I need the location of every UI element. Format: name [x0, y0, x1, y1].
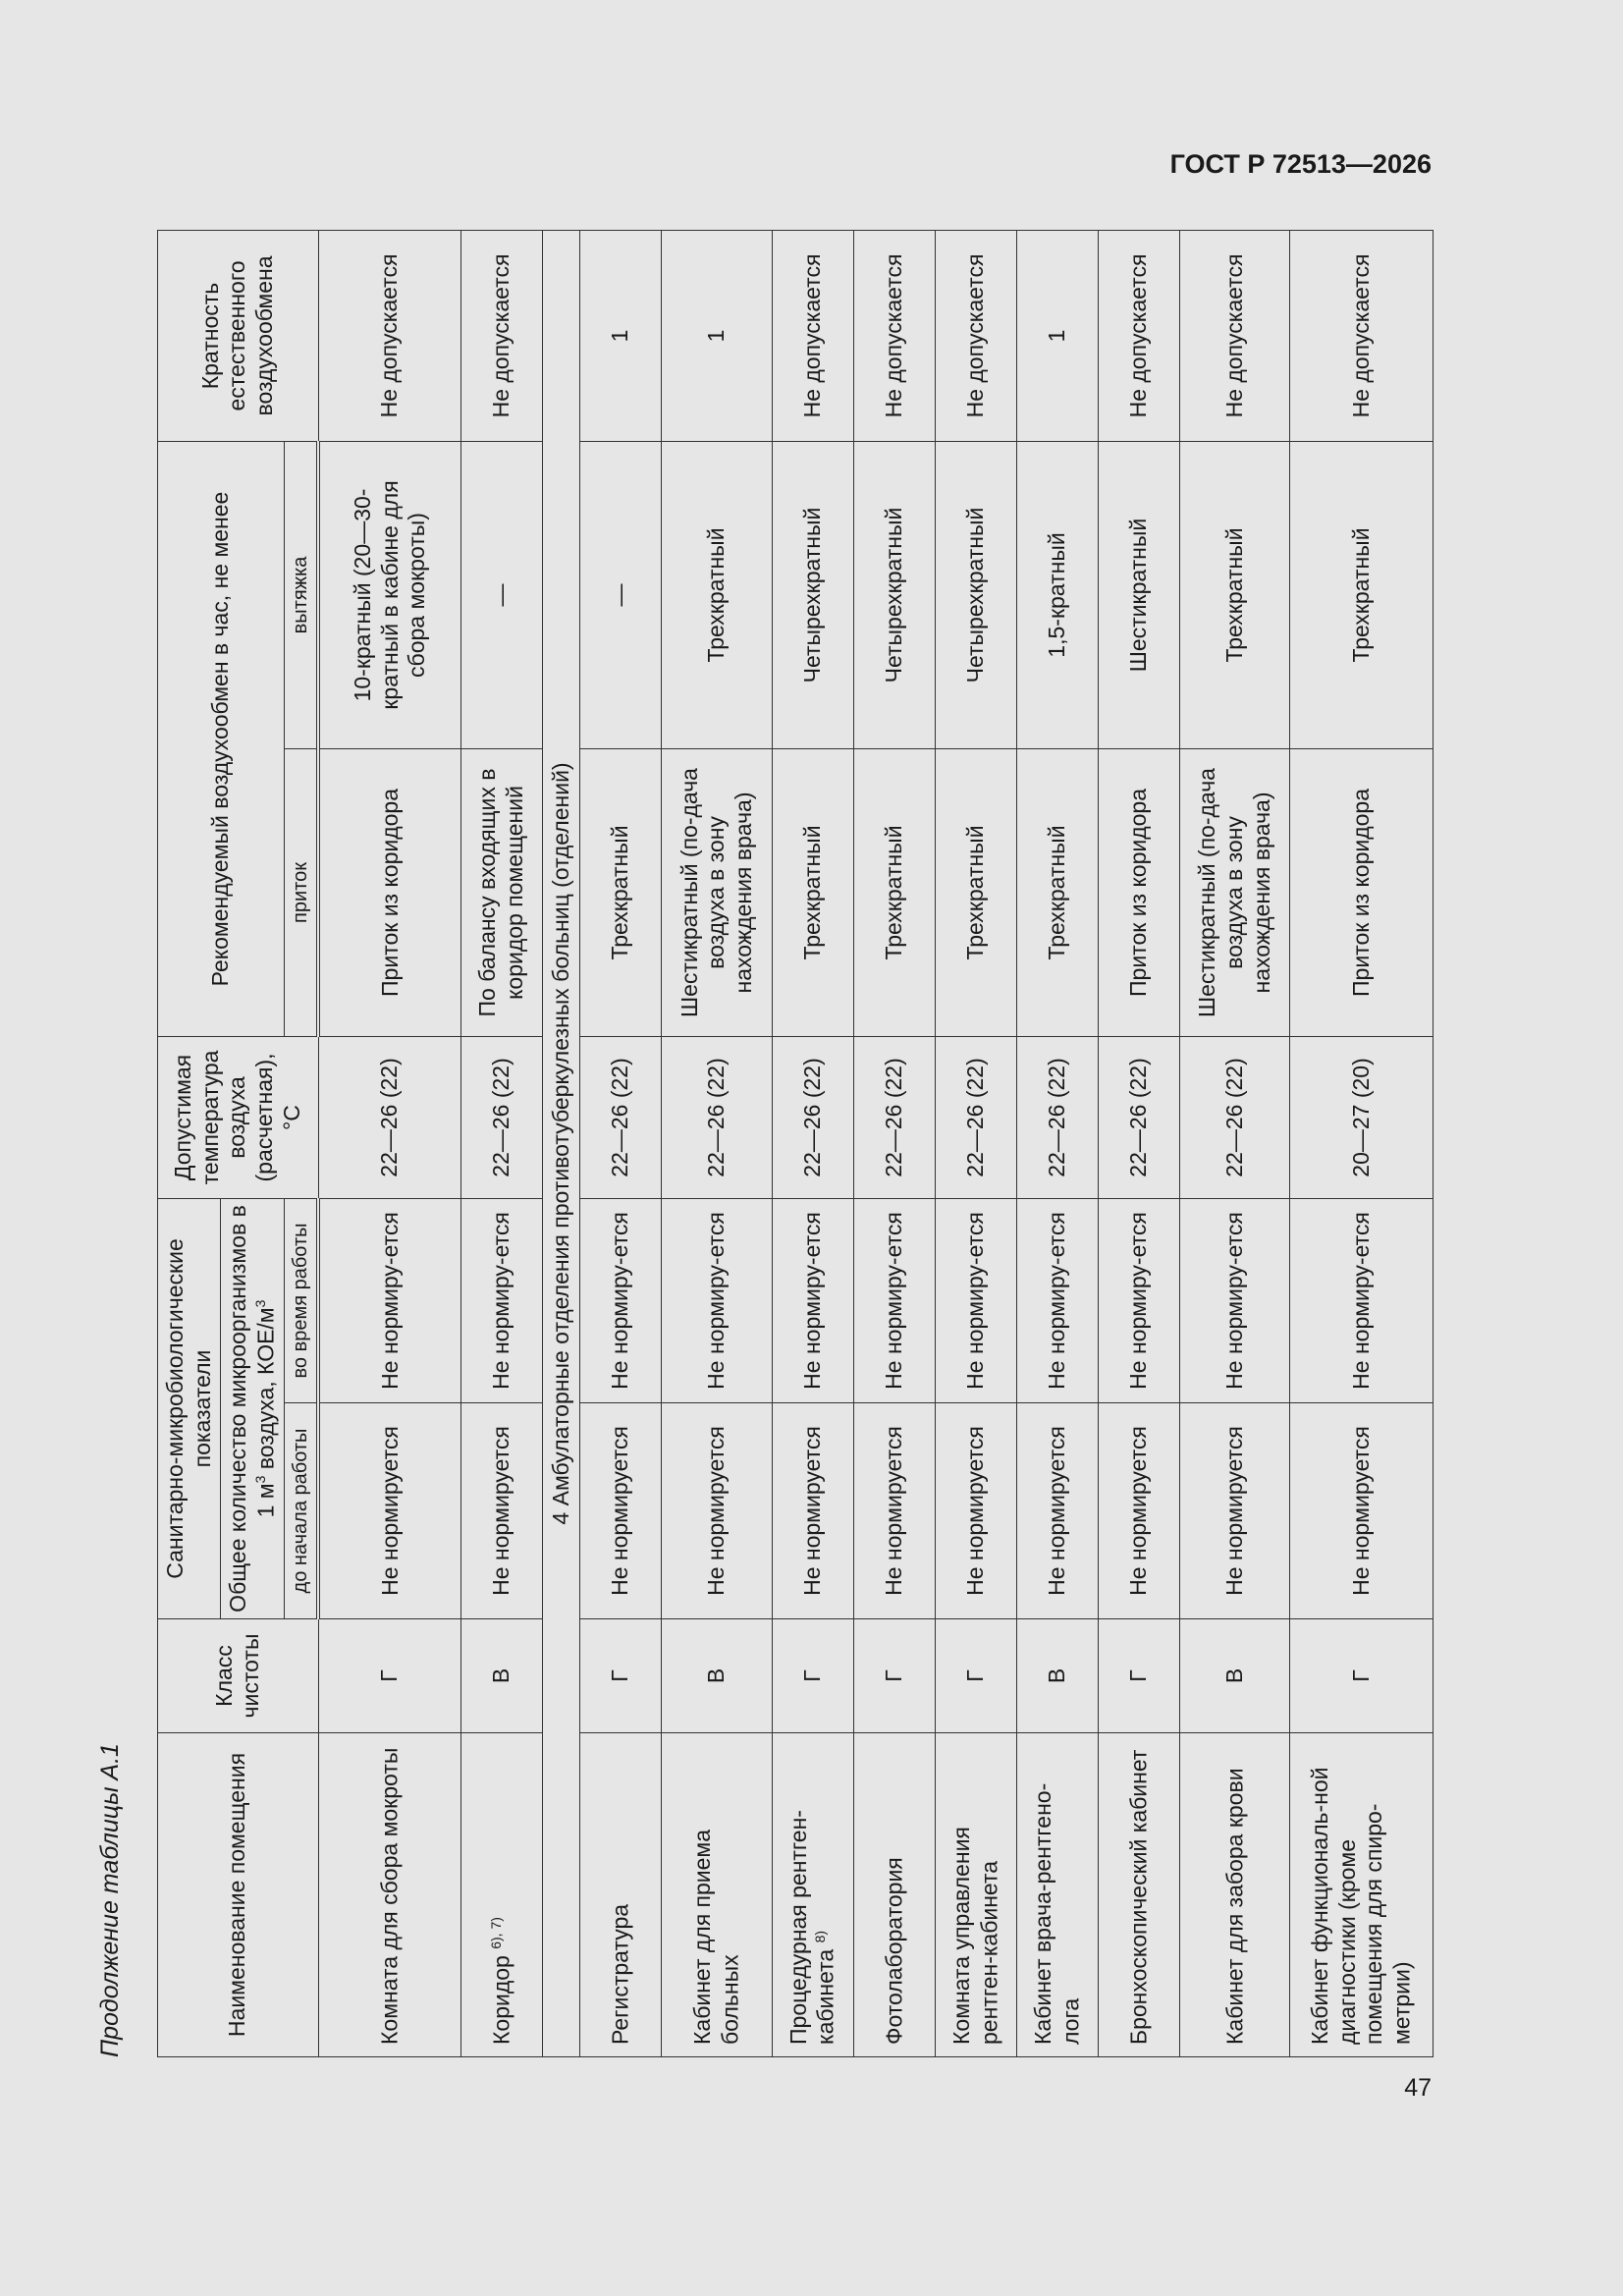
- cell-natural: [1180, 230, 1290, 441]
- cell-name: [935, 1733, 1016, 2057]
- cell-inflow-text: Трехкратный: [607, 825, 633, 960]
- cell-name: [318, 1733, 460, 2057]
- cell-name-text: Бронхоскопический кабинет: [1125, 1749, 1152, 2045]
- cell-natural-text: Не допускается: [488, 253, 514, 418]
- cell-class: [318, 1619, 460, 1733]
- table-body-top: [318, 230, 543, 2056]
- cell-natural: [580, 230, 662, 441]
- cell-exhaust-text: —: [488, 583, 514, 607]
- cell-exhaust: [1180, 441, 1290, 748]
- cell-temp: [772, 1036, 853, 1198]
- table-row: [318, 230, 460, 2056]
- cell-during-text: Не нормиру-ется: [376, 1212, 403, 1390]
- cell-class: [772, 1619, 853, 1733]
- cell-exhaust-text: Трехкратный: [1221, 527, 1248, 663]
- header-temp: Допустимая температура воздуха (расчетная), °С: [158, 1036, 319, 1198]
- table-row: [1099, 230, 1180, 2056]
- cell-exhaust: [772, 441, 853, 748]
- cell-exhaust: [1290, 441, 1434, 748]
- cell-class: [1016, 1619, 1098, 1733]
- cell-before: [772, 1403, 853, 1619]
- header-micro-total: [221, 1198, 285, 1618]
- cell-name: [580, 1733, 662, 2057]
- table-row: [580, 230, 662, 2056]
- cell-during: [580, 1198, 662, 1402]
- cell-temp-text: 20—27 (20): [1347, 1058, 1374, 1177]
- cell-name: [1016, 1733, 1098, 2057]
- cell-before: [1290, 1403, 1434, 1619]
- cell-during-text: Не нормиру-ется: [1125, 1212, 1152, 1390]
- cell-natural: [461, 230, 543, 441]
- cell-temp: [1290, 1036, 1434, 1198]
- cell-before-text: Не нормируется: [880, 1426, 906, 1596]
- footnote-ref: 8): [812, 1930, 829, 1943]
- cell-natural: [318, 230, 460, 441]
- cell-temp: [662, 1036, 772, 1198]
- cell-exhaust-text: Шестикратный: [1125, 518, 1152, 673]
- cell-inflow-text: По балансу входящих в коридор помещений: [474, 768, 528, 1017]
- cell-natural: [1290, 230, 1434, 441]
- cell-temp: [1099, 1036, 1180, 1198]
- cell-class-text: Г: [1347, 1669, 1374, 1682]
- cell-temp-text: 22—26 (22): [962, 1058, 989, 1177]
- cell-inflow: [580, 748, 662, 1036]
- cell-before-text: Не нормируется: [1044, 1426, 1070, 1596]
- cell-natural: [1016, 230, 1098, 441]
- cell-name-text: Кабинет для забора крови: [1221, 1768, 1248, 2045]
- cell-inflow: [935, 748, 1016, 1036]
- cell-exhaust: [318, 441, 460, 748]
- ventilation-table: [157, 230, 1434, 2057]
- cell-before: [461, 1403, 543, 1619]
- cell-inflow-text: Трехкратный: [880, 825, 906, 960]
- cell-name-text: Регистратура: [607, 1903, 633, 2045]
- cell-inflow: [853, 748, 935, 1036]
- cell-temp: [1016, 1036, 1098, 1198]
- table-row: [662, 230, 772, 2056]
- cell-during-text: Не нормиру-ется: [962, 1212, 989, 1390]
- cell-during: [662, 1198, 772, 1402]
- cell-exhaust: [662, 441, 772, 748]
- cell-inflow-text: Шестикратный (по-дача воздуха в зону нахождения врача): [1194, 768, 1274, 1017]
- table-row: [1290, 230, 1434, 2056]
- cell-class: [853, 1619, 935, 1733]
- cell-natural-text: 1: [1044, 329, 1070, 343]
- cell-class: [1290, 1619, 1434, 1733]
- cell-before: [853, 1403, 935, 1619]
- cell-inflow: [772, 748, 853, 1036]
- cell-inflow: [662, 748, 772, 1036]
- cell-name-text: Кабинет врача-рентгено-лога: [1030, 1782, 1084, 2045]
- cell-name: [772, 1733, 853, 2057]
- section-row: [543, 230, 580, 2056]
- cell-name: [1180, 1733, 1290, 2057]
- section-title: 4 Амбулаторные отделения противотуберкулезных больниц (отделений): [543, 230, 580, 2056]
- cell-temp-text: 22—26 (22): [798, 1058, 825, 1177]
- cell-exhaust-text: Четырехкратный: [798, 507, 825, 683]
- rotated-table-block: [96, 231, 1434, 2057]
- header-row-1: [158, 230, 221, 2056]
- micro-total-pre: Общее количество микроорганизмов в 1 м: [225, 1205, 279, 1613]
- cell-during: [772, 1198, 853, 1402]
- cell-natural-text: 1: [607, 329, 633, 343]
- cell-natural-text: Не допускается: [1347, 253, 1374, 418]
- cell-temp: [461, 1036, 543, 1198]
- cell-before: [662, 1403, 772, 1619]
- table-caption: Продолжение таблицы А.1: [96, 1743, 124, 2057]
- header-inflow: приток: [285, 748, 319, 1036]
- cell-temp-text: 22—26 (22): [880, 1058, 906, 1177]
- cell-name: [1099, 1733, 1180, 2057]
- cell-exhaust-text: —: [607, 583, 633, 607]
- micro-total-mid: воздуха, КОЕ/м: [252, 1307, 279, 1476]
- cell-inflow-text: Приток из коридора: [1347, 788, 1374, 997]
- cell-during-text: Не нормиру-ется: [1347, 1212, 1374, 1390]
- cell-temp: [935, 1036, 1016, 1198]
- cell-exhaust: [935, 441, 1016, 748]
- cell-inflow-text: Приток из коридора: [376, 788, 403, 997]
- cell-before-text: Не нормируется: [962, 1426, 989, 1596]
- cell-during: [1290, 1198, 1434, 1402]
- cell-before-text: Не нормируется: [607, 1426, 633, 1596]
- header-natural: Кратность естественного воздухообмена: [158, 230, 319, 441]
- cell-name-text: Кабинет функциональ-ной диагностики (кроме помещения для спиро-метрии): [1307, 1767, 1415, 2045]
- header-air: Рекомендуемый воздухообмен в час, не менее: [158, 441, 285, 1036]
- cell-natural-text: Не допускается: [798, 253, 825, 418]
- cell-before: [580, 1403, 662, 1619]
- cell-name-text: Коридор: [488, 1955, 514, 2045]
- table-row: [1016, 230, 1098, 2056]
- cell-natural: [935, 230, 1016, 441]
- cell-inflow-text: Трехкратный: [1044, 825, 1070, 960]
- cell-exhaust: [580, 441, 662, 748]
- cell-natural-text: 1: [703, 329, 730, 343]
- document-header: ГОСТ Р 72513—2026: [1169, 149, 1432, 179]
- cell-temp-text: 22—26 (22): [1044, 1058, 1070, 1177]
- cell-exhaust-text: Трехкратный: [1347, 527, 1374, 663]
- cell-before-text: Не нормируется: [1125, 1426, 1152, 1596]
- cell-inflow: [1016, 748, 1098, 1036]
- header-during: во время работы: [285, 1198, 319, 1402]
- table-row: [935, 230, 1016, 2056]
- header-class: Класс чистоты: [158, 1619, 319, 1733]
- cell-natural: [1099, 230, 1180, 441]
- cell-temp: [318, 1036, 460, 1198]
- cell-name: [1290, 1733, 1434, 2057]
- cell-exhaust-text: Четырехкратный: [962, 507, 989, 683]
- cell-class-text: Г: [1125, 1669, 1152, 1682]
- cell-during-text: Не нормиру-ется: [798, 1212, 825, 1390]
- cell-temp-text: 22—26 (22): [375, 1058, 402, 1177]
- cell-name-text: Процедурная рентген-кабинета: [784, 1810, 839, 2045]
- cell-exhaust: [1016, 441, 1098, 748]
- cell-name: [461, 1733, 543, 2057]
- cell-class-text: В: [1044, 1667, 1070, 1684]
- cell-temp-text: 22—26 (22): [1221, 1058, 1248, 1177]
- table-row: [772, 230, 853, 2056]
- cell-exhaust: [853, 441, 935, 748]
- cell-exhaust-text: Четырехкратный: [880, 507, 906, 683]
- cell-during: [461, 1198, 543, 1402]
- cell-inflow: [461, 748, 543, 1036]
- cell-class-text: Г: [962, 1669, 989, 1682]
- cell-inflow-text: Трехкратный: [962, 825, 989, 960]
- micro-total-sup-2: 3: [251, 1299, 268, 1308]
- cell-during: [935, 1198, 1016, 1402]
- cell-temp-text: 22—26 (22): [1125, 1058, 1152, 1177]
- cell-natural-text: Не допускается: [1125, 253, 1152, 418]
- cell-name-text: Кабинет для приема больных: [689, 1829, 743, 2045]
- header-before: до начала работы: [285, 1403, 319, 1619]
- cell-natural-text: Не допускается: [1221, 253, 1248, 418]
- cell-before-text: Не нормируется: [1221, 1426, 1248, 1596]
- cell-natural: [853, 230, 935, 441]
- cell-temp-text: 22—26 (22): [703, 1058, 730, 1177]
- cell-exhaust-text: Трехкратный: [703, 527, 730, 663]
- cell-inflow-text: Трехкратный: [798, 825, 825, 960]
- table-body-bottom: [580, 230, 1434, 2056]
- cell-natural: [772, 230, 853, 441]
- cell-before: [318, 1403, 460, 1619]
- cell-during-text: Не нормиру-ется: [488, 1212, 514, 1390]
- cell-class-text: Г: [880, 1669, 906, 1682]
- cell-name: [662, 1733, 772, 2057]
- cell-before: [935, 1403, 1016, 1619]
- header-exhaust: вытяжка: [285, 441, 319, 748]
- cell-before-text: Не нормируется: [798, 1426, 825, 1596]
- cell-temp: [580, 1036, 662, 1198]
- cell-before-text: Не нормируется: [1347, 1426, 1374, 1596]
- cell-class-text: В: [488, 1667, 514, 1684]
- cell-inflow-text: Приток из коридора: [1125, 788, 1152, 997]
- cell-during-text: Не нормиру-ется: [1221, 1212, 1248, 1390]
- cell-inflow: [1099, 748, 1180, 1036]
- cell-class-text: В: [1221, 1667, 1248, 1684]
- cell-natural-text: Не допускается: [375, 253, 402, 418]
- cell-during-text: Не нормиру-ется: [607, 1212, 633, 1390]
- cell-before: [1099, 1403, 1180, 1619]
- cell-temp-text: 22—26 (22): [607, 1058, 633, 1177]
- cell-before-text: Не нормируется: [703, 1426, 730, 1596]
- cell-name-text: Фотолаборатория: [881, 1857, 907, 2045]
- cell-during: [1099, 1198, 1180, 1402]
- cell-temp-text: 22—26 (22): [488, 1058, 514, 1177]
- cell-exhaust: [461, 441, 543, 748]
- cell-temp: [853, 1036, 935, 1198]
- cell-class: [935, 1619, 1016, 1733]
- cell-natural-text: Не допускается: [880, 253, 906, 418]
- cell-during-text: Не нормиру-ется: [880, 1212, 906, 1390]
- table-row: [461, 230, 543, 2056]
- cell-name-text: Комната для сбора мокроты: [376, 1747, 403, 2045]
- cell-class: [580, 1619, 662, 1733]
- cell-exhaust-text: 1,5-кратный: [1044, 532, 1070, 658]
- cell-inflow: [1180, 748, 1290, 1036]
- cell-exhaust-text: 10-кратный (20—30-кратный в кабине для сбора мокроты): [350, 480, 430, 710]
- header-micro: Санитарно-микробиологические показатели: [158, 1198, 221, 1618]
- cell-class: [1099, 1619, 1180, 1733]
- cell-during-text: Не нормиру-ется: [703, 1212, 730, 1390]
- cell-class: [662, 1619, 772, 1733]
- cell-class: [461, 1619, 543, 1733]
- cell-name-text: Комната управления рентген-кабинета: [947, 1827, 1002, 2045]
- cell-during: [853, 1198, 935, 1402]
- page-number: 47: [1404, 2074, 1432, 2102]
- cell-before-text: Не нормируется: [376, 1426, 403, 1596]
- cell-during-text: Не нормиру-ется: [1044, 1212, 1070, 1390]
- cell-natural-text: Не допускается: [962, 253, 989, 418]
- cell-exhaust: [1099, 441, 1180, 748]
- header-name: Наименование помещения: [158, 1733, 319, 2057]
- cell-during: [1016, 1198, 1098, 1402]
- table-row: [1180, 230, 1290, 2056]
- cell-before: [1016, 1403, 1098, 1619]
- cell-inflow: [1290, 748, 1434, 1036]
- cell-class-text: Г: [375, 1669, 402, 1682]
- cell-during: [318, 1198, 460, 1402]
- cell-class-text: Г: [798, 1669, 825, 1682]
- cell-before-text: Не нормируется: [488, 1426, 514, 1596]
- cell-name: [853, 1733, 935, 2057]
- cell-before: [1180, 1403, 1290, 1619]
- cell-inflow-text: Шестикратный (по-дача воздуха в зону нахождения врача): [676, 768, 756, 1017]
- cell-temp: [1180, 1036, 1290, 1198]
- cell-class: [1180, 1619, 1290, 1733]
- cell-class-text: Г: [607, 1669, 633, 1682]
- cell-natural: [662, 230, 772, 441]
- table-row: [853, 230, 935, 2056]
- cell-class-text: В: [703, 1667, 730, 1684]
- footnote-ref: 6), 7): [487, 1917, 504, 1949]
- micro-total-sup-1: 3: [251, 1475, 268, 1484]
- cell-inflow: [318, 748, 460, 1036]
- cell-during: [1180, 1198, 1290, 1402]
- section-body: [543, 230, 580, 2056]
